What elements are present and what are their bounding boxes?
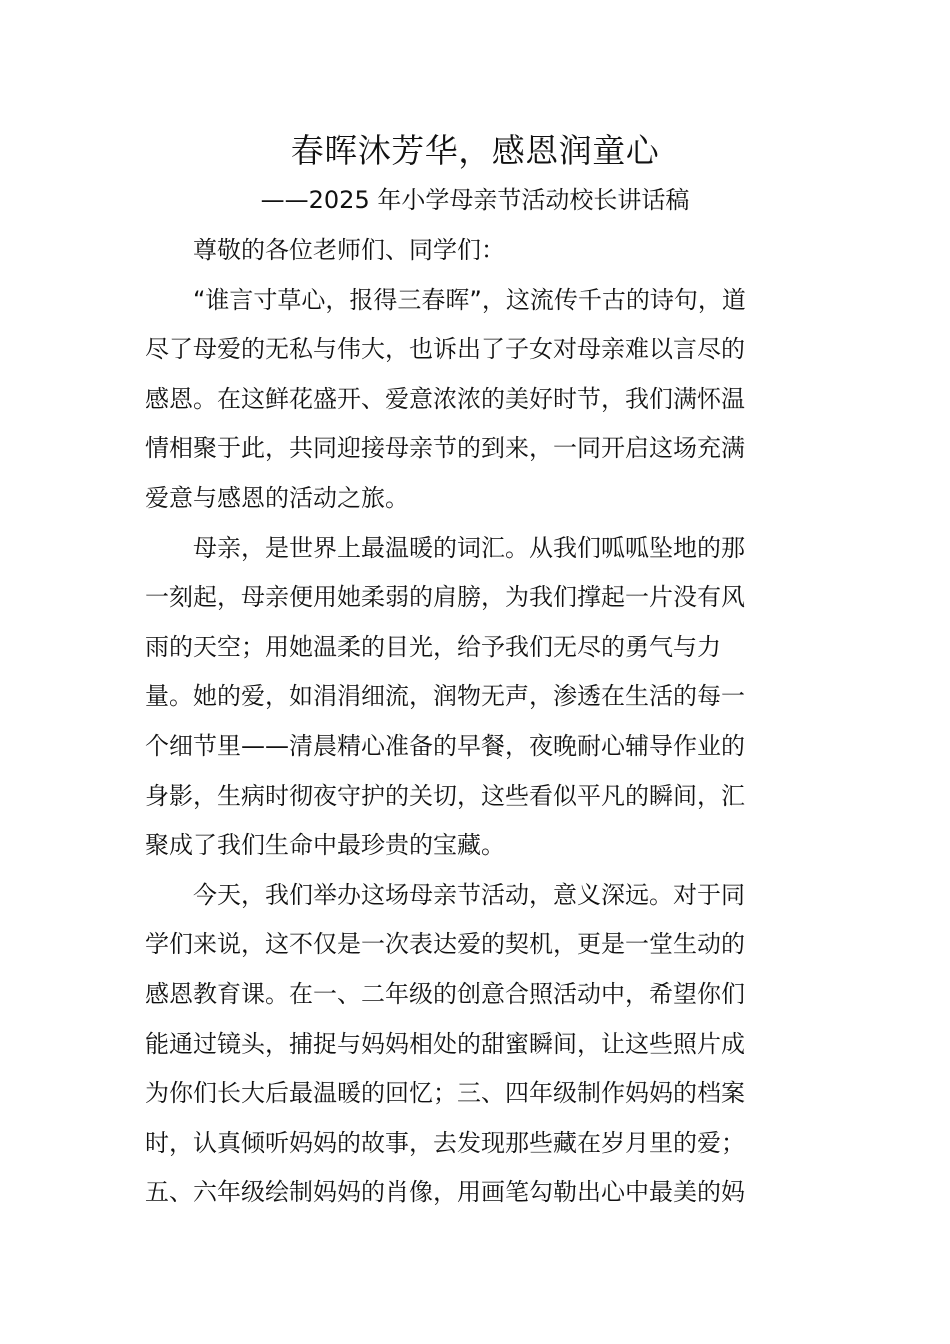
paragraph-1-line: 尽了母爱的无私与伟大，也诉出了子女对母亲难以言尽的 <box>145 335 745 364</box>
paragraph-1-line: 感恩。在这鲜花盛开、爱意浓浓的美好时节，我们满怀温 <box>145 384 745 413</box>
paragraph-2-line: 量。她的爱，如涓涓细流，润物无声，渗透在生活的每一 <box>145 682 745 711</box>
paragraph-3-line: 五、六年级绘制妈妈的肖像，用画笔勾勒出心中最美的妈 <box>145 1178 745 1207</box>
paragraph-1-line: 爱意与感恩的活动之旅。 <box>145 483 409 512</box>
paragraph-2-line: 母亲，是世界上最温暖的词汇。从我们呱呱坠地的那 <box>193 533 745 562</box>
paragraph-1-line: 情相聚于此，共同迎接母亲节的到来，一同开启这场充满 <box>145 434 745 463</box>
paragraph-2-line: 个细节里——清晨精心准备的早餐，夜晚耐心辅导作业的 <box>145 731 745 760</box>
paragraph-3-line: 为你们长大后最温暖的回忆；三、四年级制作妈妈的档案 <box>145 1079 745 1108</box>
document-body <box>145 226 807 1218</box>
paragraph-2-line: 身影，生病时彻夜守护的关切，这些看似平凡的瞬间，汇 <box>145 781 745 810</box>
paragraph-2-line: 一刻起，母亲便用她柔弱的肩膀，为我们撑起一片没有风 <box>145 583 745 612</box>
document-title: 春晖沐芳华，感恩润童心 <box>290 131 660 170</box>
paragraph-3-line: 能通过镜头，捕捉与妈妈相处的甜蜜瞬间，让这些照片成 <box>145 1029 745 1058</box>
paragraph-2-line: 聚成了我们生命中最珍贵的宝藏。 <box>145 831 505 860</box>
paragraph-2-line: 雨的天空；用她温柔的目光，给予我们无尽的勇气与力 <box>145 632 721 661</box>
paragraph-3-line: 今天，我们举办这场母亲节活动，意义深远。对于同 <box>193 880 745 909</box>
salutation-line: 尊敬的各位老师们、同学们： <box>193 236 505 264</box>
paragraph-3-line: 时，认真倾听妈妈的故事，去发现那些藏在岁月里的爱； <box>145 1128 745 1157</box>
paragraph-3-line: 学们来说，这不仅是一次表达爱的契机，更是一堂生动的 <box>145 930 745 959</box>
paragraph-3-line: 感恩教育课。在一、二年级的创意合照活动中，希望你们 <box>145 979 745 1008</box>
document-subtitle: ——2025 年小学母亲节活动校长讲话稿 <box>260 186 690 214</box>
paragraph-1-line: “谁言寸草心，报得三春晖”，这流传千古的诗句，道 <box>193 285 746 314</box>
